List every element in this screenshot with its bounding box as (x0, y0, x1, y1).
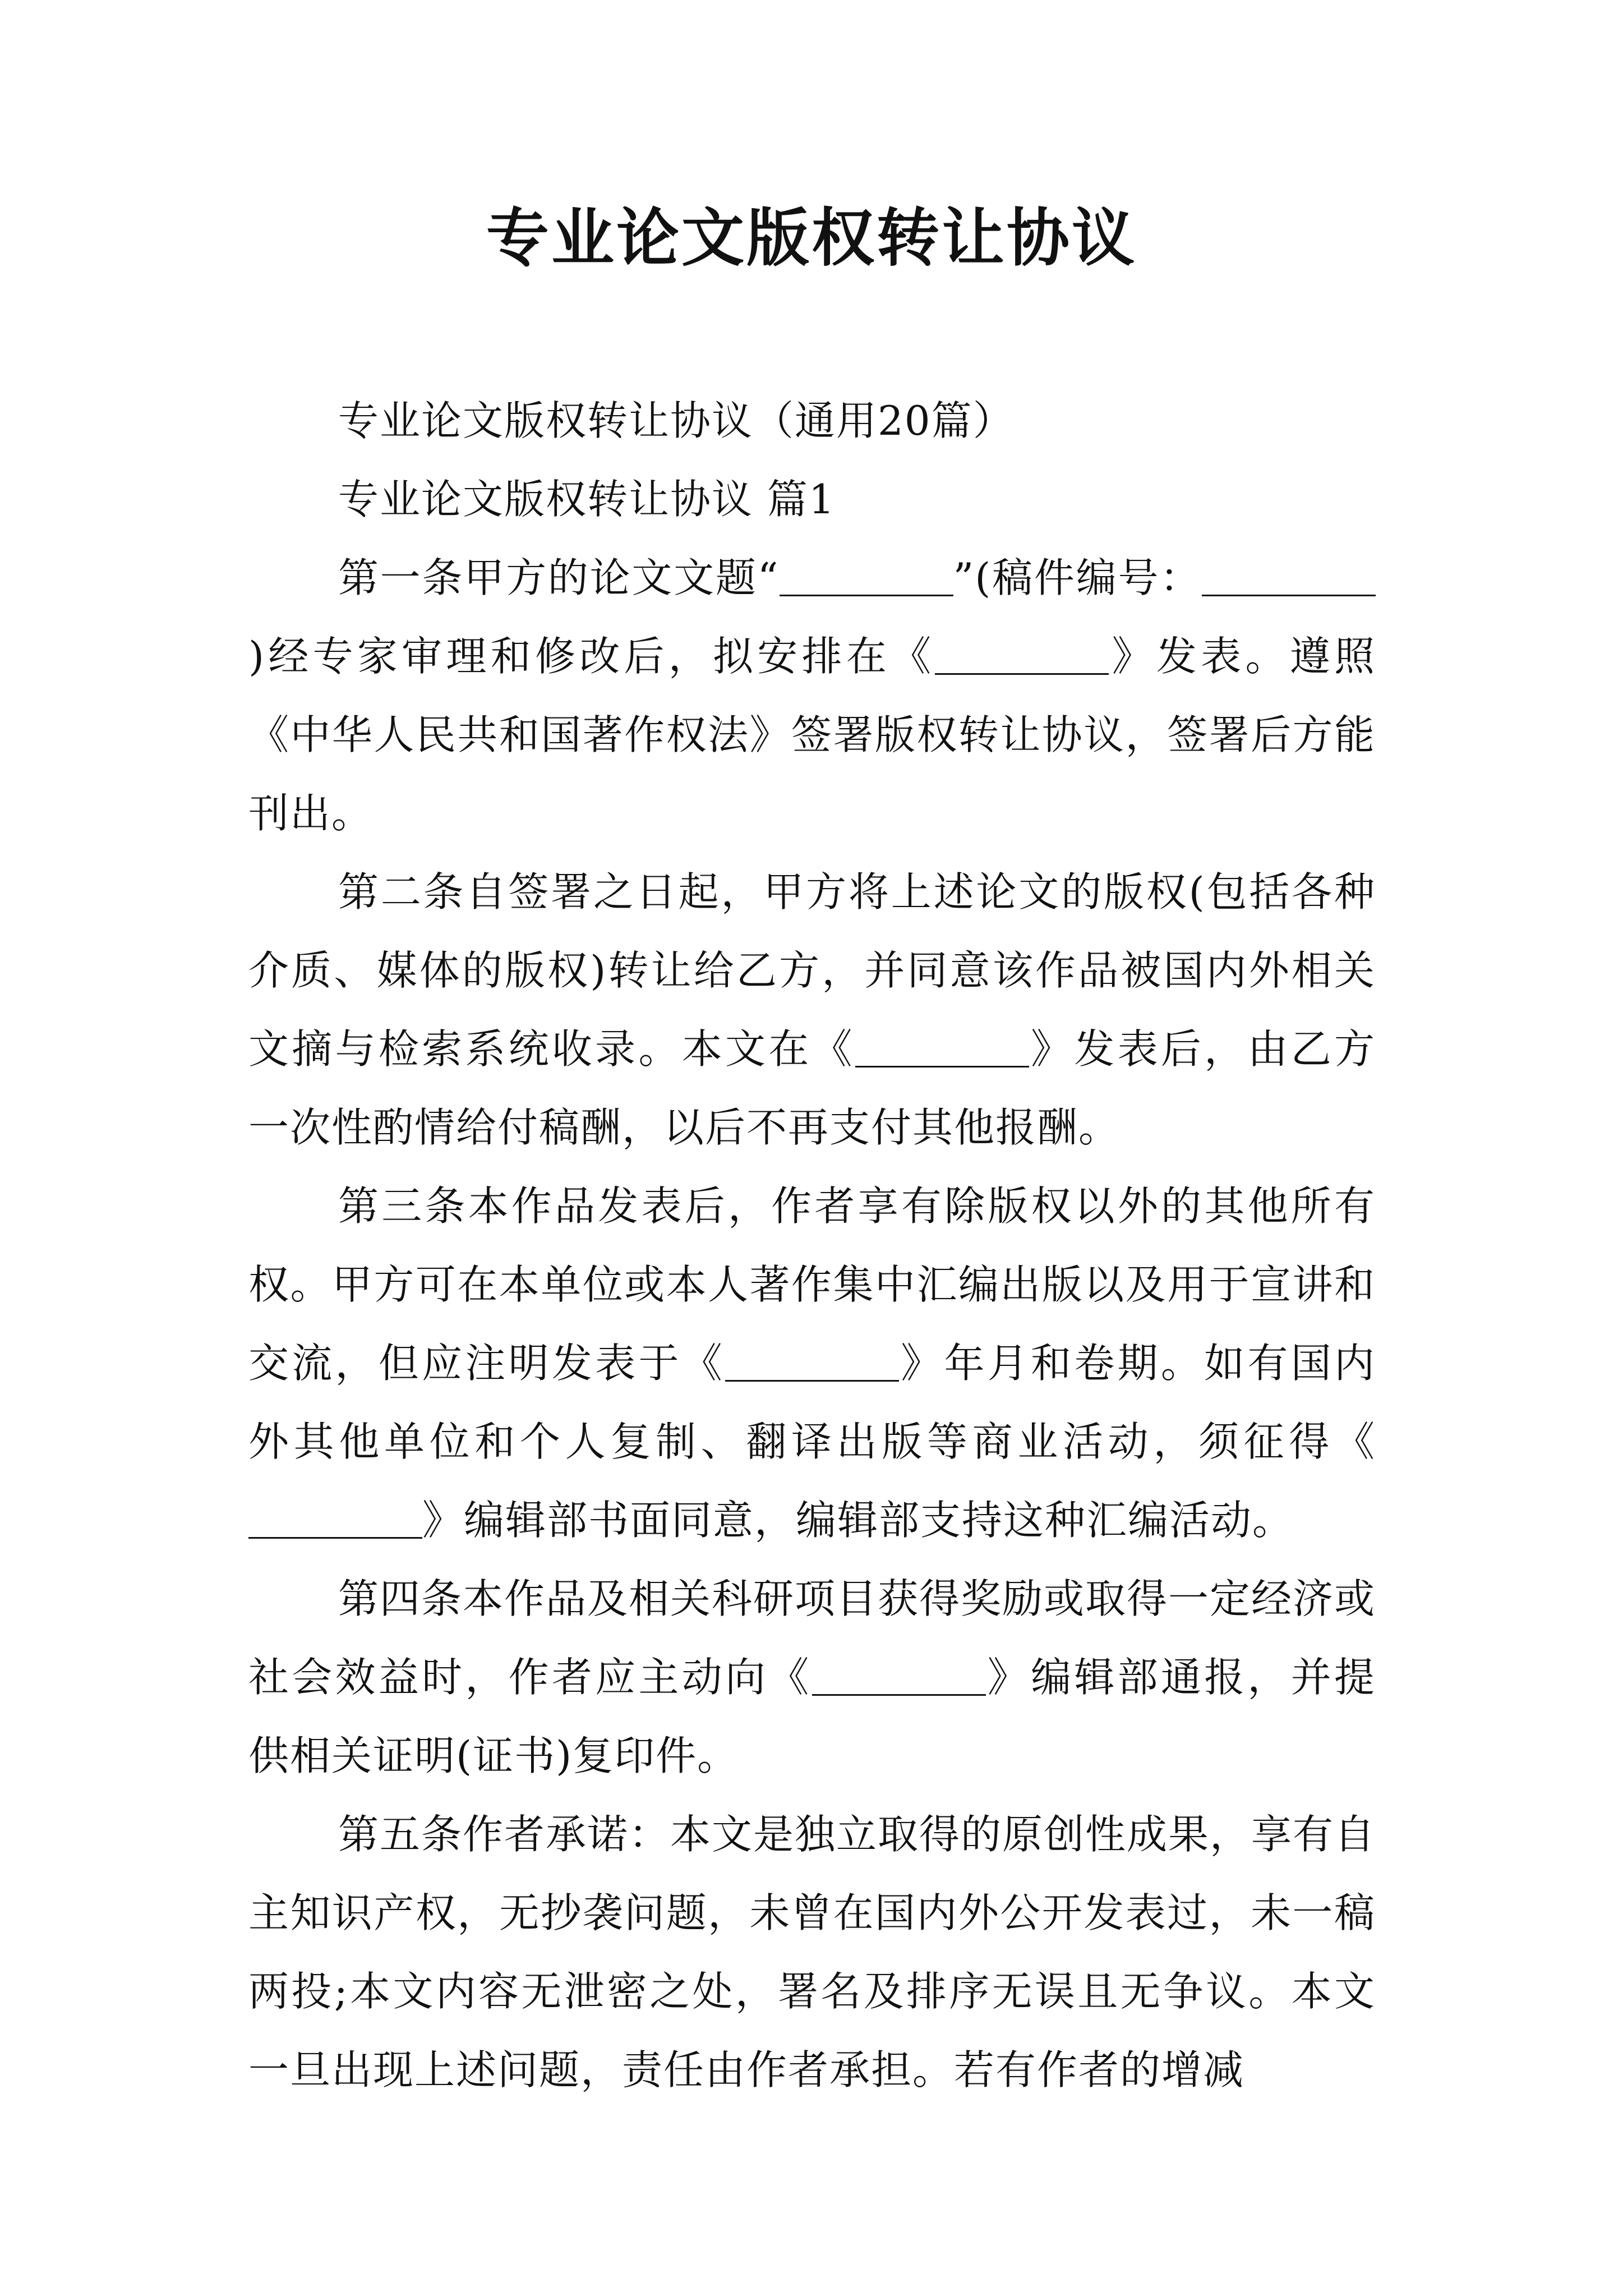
article-2 (248, 853, 1376, 1167)
section-heading: 专业论文版权转让协议 篇1 (338, 476, 836, 523)
article-2-text-b: 》发表后，由乙方一次性酌情给付稿酬，以后不再支付其他报酬。 (248, 1025, 1376, 1151)
fill-blank[interactable] (725, 1346, 899, 1382)
article-2-text-a: 第二条自签署之日起，甲方将上述论文的版权(包括各种介质、媒体的版权)转让给乙方，并同意该作品被国内外相关文摘与检索系统收录。本文在《 (248, 868, 1376, 1073)
article-1-text-d: 》发表。遵照《中华人民共和国著作权法》签署版权转让协议，签署后方能刊出。 (248, 633, 1376, 837)
article-5 (248, 1795, 1376, 2109)
article-3-text-a: 第三条本作品发表后，作者享有除版权以外的其他所有权。甲方可在本单位或本人著作集中汇编出版以及用于宣讲和交流，但应注明发表于《 (248, 1182, 1376, 1387)
article-4-text-b: 》编辑部通报，并提供相关证明(证书)复印件。 (248, 1654, 1376, 1779)
article-1 (248, 539, 1376, 853)
fill-blank[interactable] (812, 1660, 986, 1696)
article-4 (248, 1559, 1376, 1795)
document-subtitle: 专业论文版权转让协议（通用20篇） (338, 397, 1015, 444)
article-3-text-b: 》年月和卷期。如有国内外其他单位和个人复制、翻译出版等商业活动，须征得《 (248, 1340, 1376, 1465)
article-4-text-a: 第四条本作品及相关科研项目获得奖励或取得一定经济或社会效益时，作者应主动向《 (248, 1575, 1376, 1701)
article-1-text-b: ”(稿件编号： (953, 554, 1202, 601)
article-3 (248, 1167, 1376, 1559)
fill-blank[interactable] (855, 1032, 1029, 1068)
document-title: 专业论文版权转让协议 (486, 201, 1137, 275)
fill-blank[interactable] (1202, 561, 1376, 596)
fill-blank[interactable] (935, 639, 1109, 675)
fill-blank[interactable] (248, 1503, 422, 1539)
article-1-text-c: )经专家审理和修改后，拟安排在《 (248, 633, 935, 680)
article-5-text: 第五条作者承诺：本文是独立取得的原创性成果，享有自主知识产权，无抄袭问题，未曾在国内外公开发表过，未一稿两投;本文内容无泄密之处，署名及排序无误且无争议。本文一旦出现上述问题，责任由作者承担。若有作者的增减 (248, 1811, 1376, 2093)
article-3-text-c: 》编辑部书面同意，编辑部支持这种汇编活动。 (422, 1497, 1294, 1544)
fill-blank[interactable] (780, 561, 953, 596)
document-body (248, 381, 1376, 2109)
article-1-text-a: 第一条甲方的论文文题“ (338, 554, 780, 601)
